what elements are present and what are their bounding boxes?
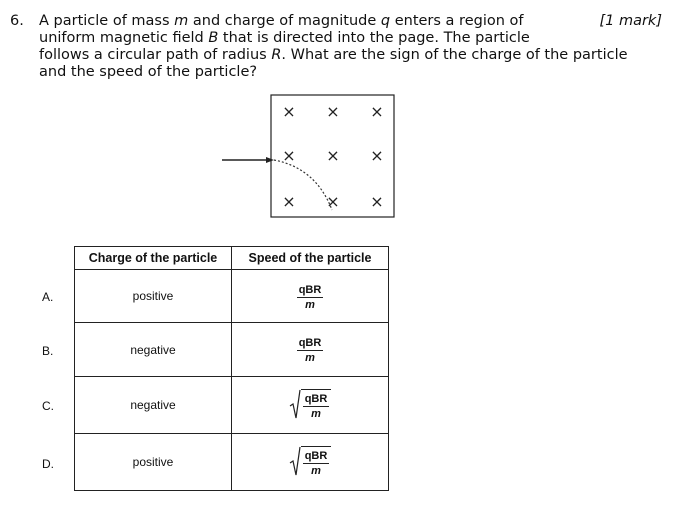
option-letter-c: C. — [42, 399, 54, 413]
table-row — [75, 323, 389, 377]
square-root-icon: $\frac{\text{qBR}}{m}$ — [289, 389, 332, 420]
option-c-speed — [232, 377, 389, 434]
field-cross-icon: × — [326, 102, 340, 121]
option-letter-d: D. — [42, 457, 54, 471]
table-header-row — [75, 247, 389, 270]
table-row — [75, 270, 389, 323]
option-b-speed: $\frac{\text{qBR}}{m}$ — [232, 323, 389, 377]
table-row — [75, 377, 389, 434]
header-charge: Charge of the particle — [75, 247, 232, 270]
field-cross-icon: × — [326, 192, 340, 211]
option-a-charge: positive — [75, 270, 232, 323]
question-line-1: A particle of mass m and charge of magnitude q enters a region of — [39, 13, 524, 29]
square-root-icon: $\frac{\text{qBR}}{m}$ — [289, 446, 332, 477]
options-table — [74, 246, 389, 491]
field-cross-icon: × — [282, 192, 296, 211]
option-d-speed — [232, 434, 389, 491]
question-line-4: and the speed of the particle? — [39, 64, 258, 80]
option-a-speed: $\frac{\text{qBR}}{m}$ — [232, 270, 389, 323]
field-cross-icon: × — [370, 102, 384, 121]
field-cross-icon: × — [370, 192, 384, 211]
question-line-2: uniform magnetic field B that is directed into the page. The particle — [39, 30, 530, 46]
mark-value: [1 mark] — [599, 13, 662, 29]
option-c-charge: negative — [75, 377, 232, 434]
magnetic-field-diagram — [220, 92, 400, 222]
question-number: 6. — [10, 13, 24, 29]
option-b-charge: negative — [75, 323, 232, 377]
table-row — [75, 434, 389, 491]
field-cross-icon: × — [282, 102, 296, 121]
field-crosses — [282, 102, 383, 211]
option-d-charge: positive — [75, 434, 232, 491]
question-line-3: follows a circular path of radius R. What are the sign of the charge of the particle — [39, 47, 628, 63]
option-letter-b: B. — [42, 344, 54, 358]
field-cross-icon: × — [370, 146, 384, 165]
option-letter-a: A. — [42, 290, 54, 304]
field-cross-icon: × — [326, 146, 340, 165]
header-speed: Speed of the particle — [232, 247, 389, 270]
field-cross-icon: × — [282, 146, 296, 165]
entry-arrow-head — [266, 157, 274, 163]
